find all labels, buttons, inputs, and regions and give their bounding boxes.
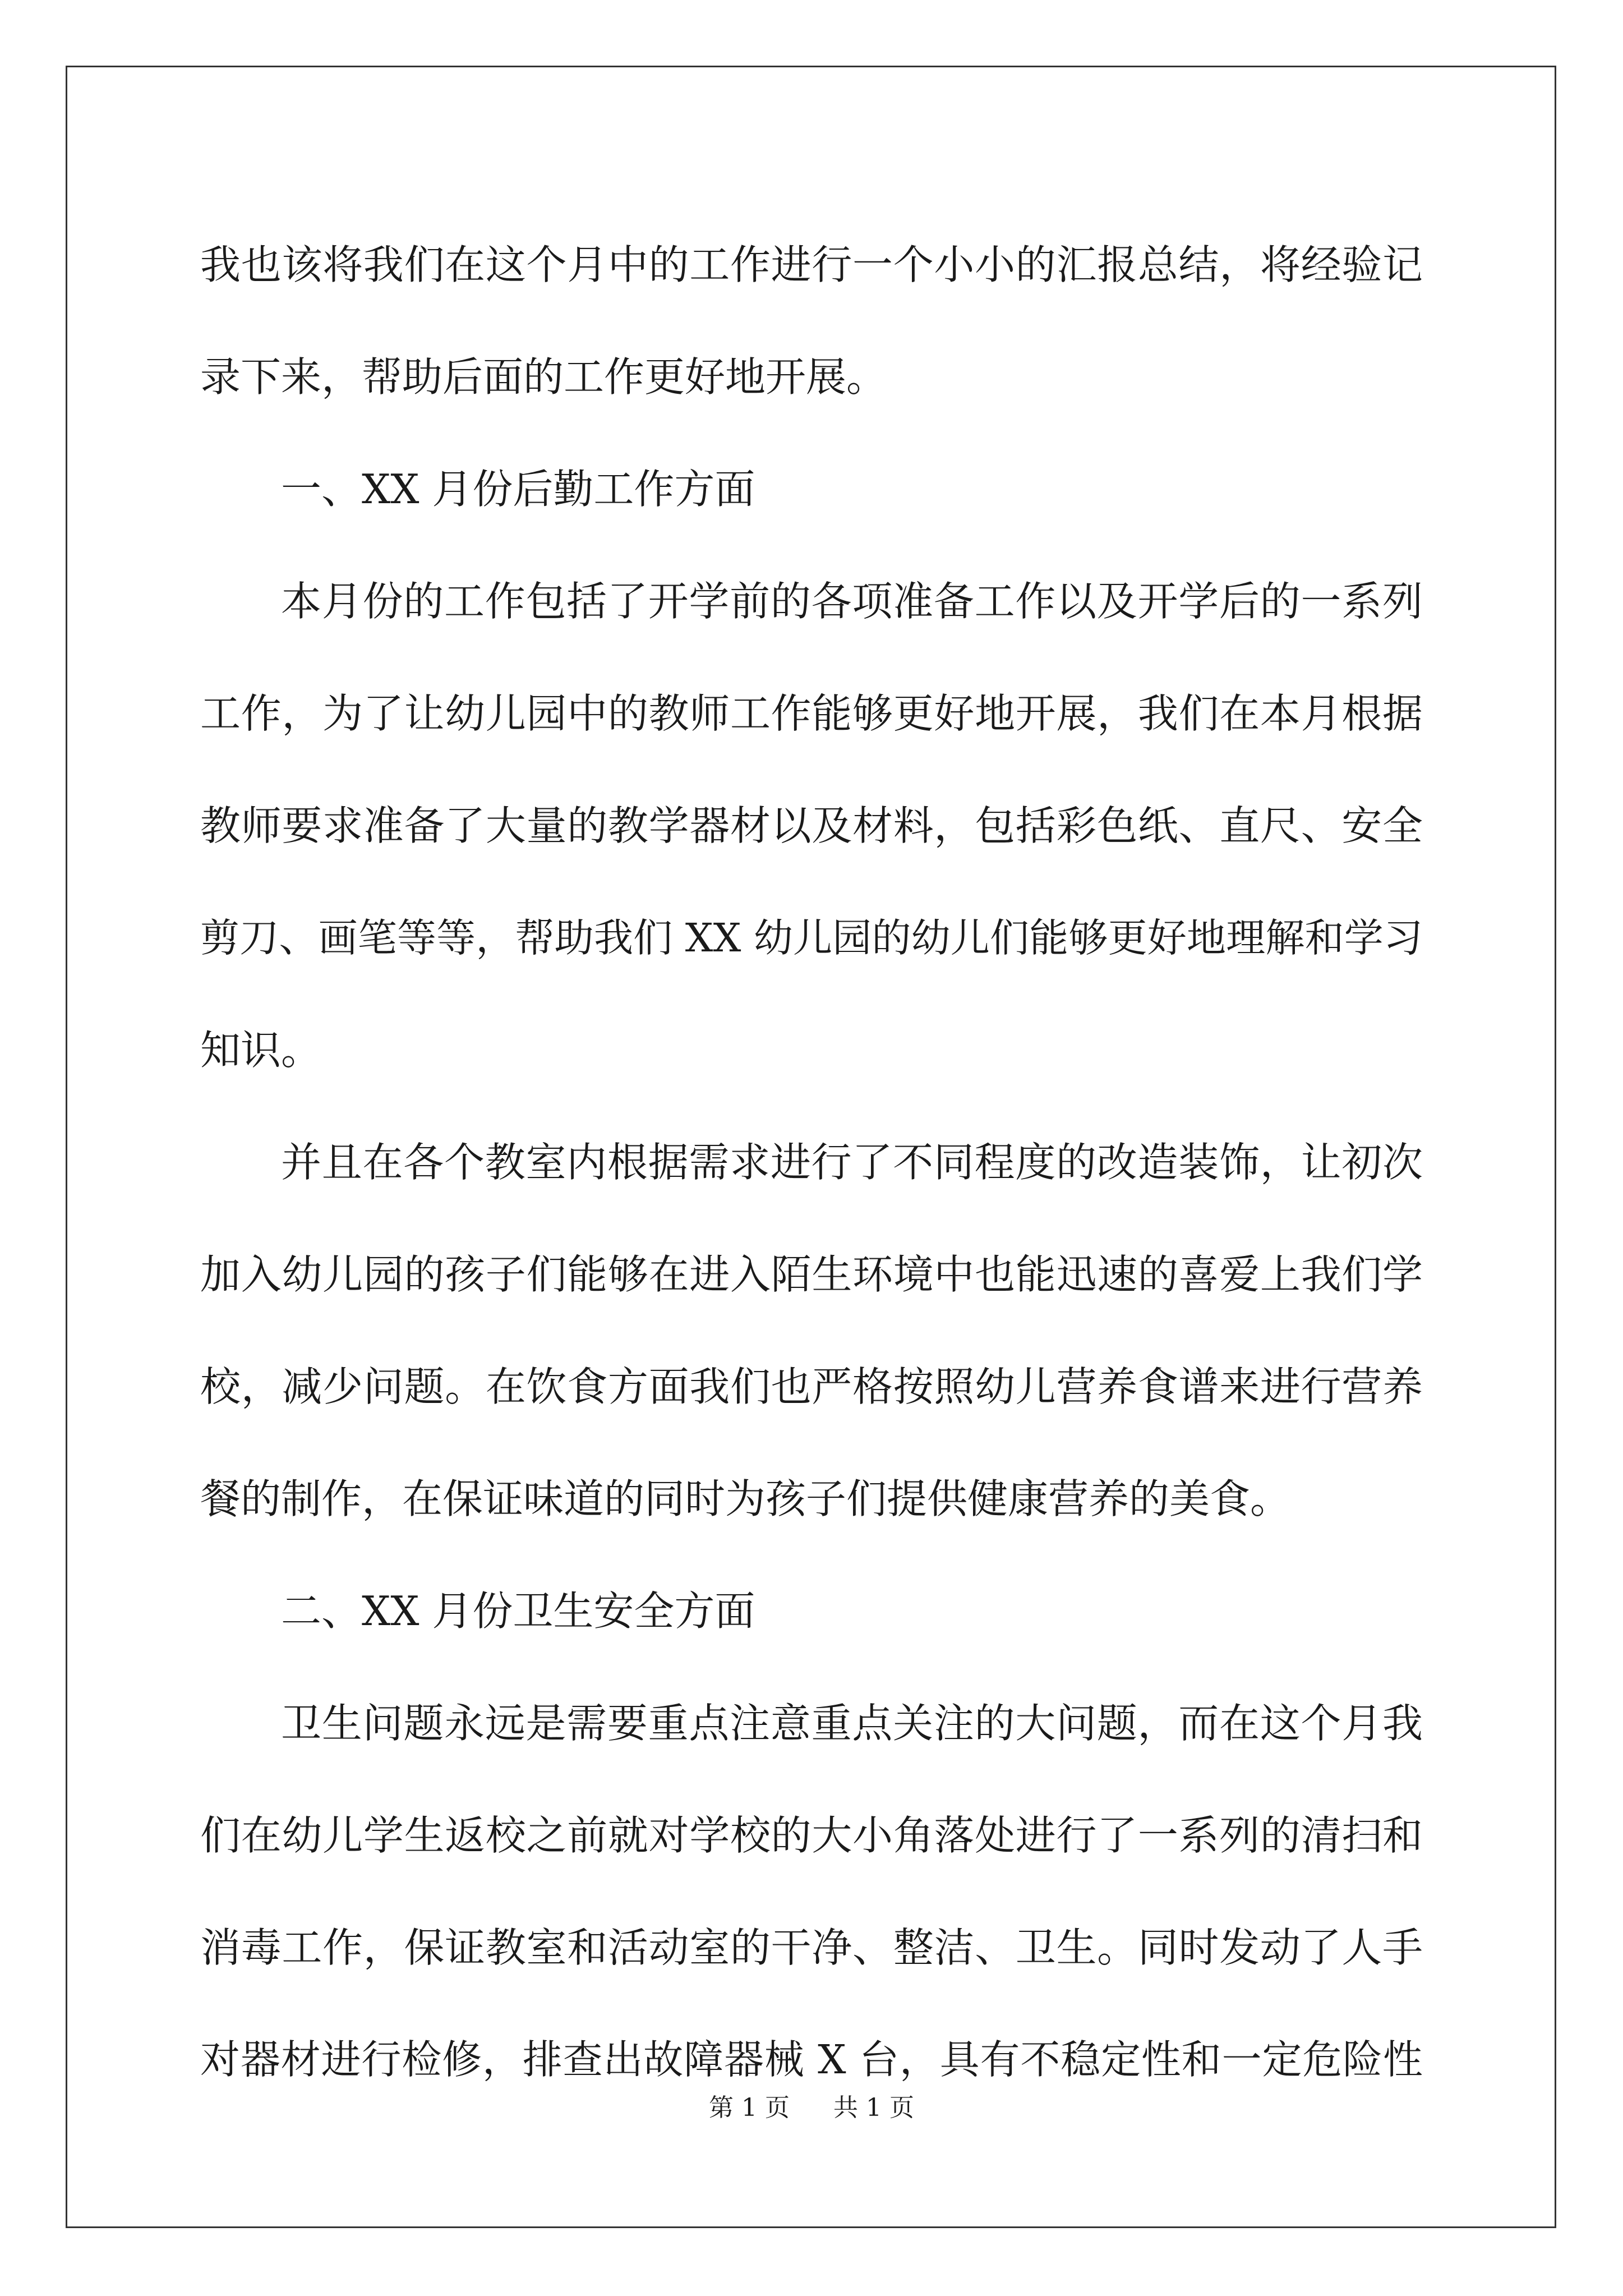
text-line: 本月份的工作包括了开学前的各项准备工作以及开学后的一系列 [281, 578, 1423, 625]
text-line: 卫生问题永远是需要重点注意重点关注的大问题，而在这个月我 [281, 1700, 1423, 1747]
section-heading: 二、XX 月份卫生安全方面 [281, 1588, 755, 1635]
text-line: 教师要求准备了大量的教学器材以及材料，包括彩色纸、直尺、安全 [200, 802, 1423, 849]
text-line: 并且在各个教室内根据需求进行了不同程度的改造装饰，让初次 [281, 1139, 1423, 1186]
text-line: 加入幼儿园的孩子们能够在进入陌生环境中也能迅速的喜爱上我们学 [200, 1251, 1423, 1298]
text-line: 我也该将我们在这个月中的工作进行一个小小的汇报总结，将经验记 [200, 241, 1423, 288]
text-line: 录下来，帮助后面的工作更好地开展。 [200, 353, 887, 401]
text-line: 消毒工作，保证教室和活动室的干净、整洁、卫生。同时发动了人手 [200, 1924, 1423, 1971]
text-line: 对器材进行检修，排查出故障器械 X 台，具有不稳定性和一定危险性 [200, 2036, 1423, 2083]
text-line: 餐的制作，在保证味道的同时为孩子们提供健康营养的美食。 [200, 1475, 1291, 1522]
text-line: 工作，为了让幼儿园中的教师工作能够更好地开展，我们在本月根据 [200, 690, 1423, 737]
page-count: 共 1 页 [833, 2093, 914, 2122]
text-line: 们在幼儿学生返校之前就对学校的大小角落处进行了一系列的清扫和 [200, 1812, 1423, 1859]
section-heading: 一、XX 月份后勤工作方面 [281, 466, 755, 513]
page-footer [0, 2091, 1623, 2125]
text-line: 知识。 [200, 1027, 322, 1074]
page-number: 第 1 页 [709, 2093, 790, 2122]
text-line: 剪刀、画笔等等，帮助我们 XX 幼儿园的幼儿们能够更好地理解和学习 [200, 915, 1423, 961]
text-line: 校，减少问题。在饮食方面我们也严格按照幼儿营养食谱来进行营养 [200, 1363, 1423, 1410]
document-body [200, 209, 1423, 2116]
